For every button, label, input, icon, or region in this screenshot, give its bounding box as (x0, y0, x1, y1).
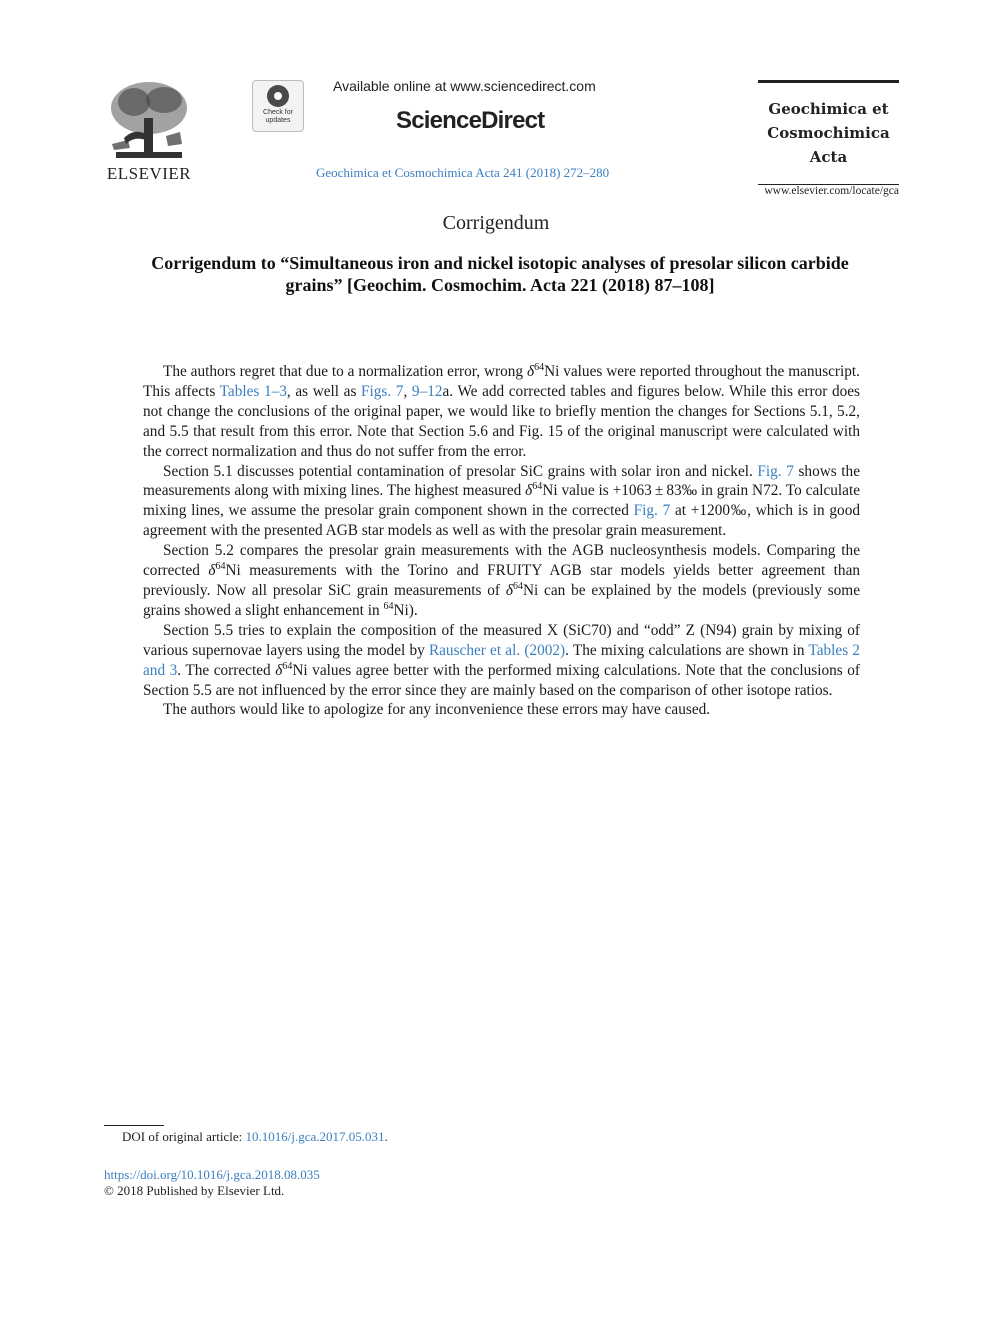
text-run: . (384, 1129, 388, 1144)
paragraph-5: The authors would like to apologize for any inconvenience these errors may have caused. (163, 701, 711, 719)
crossmark-label: Check for updates (263, 109, 293, 124)
superscript: 64 (282, 660, 293, 672)
paragraph-3 (143, 541, 860, 621)
doi-label: DOI of original article: (122, 1129, 246, 1144)
check-for-updates-badge[interactable] (252, 80, 304, 132)
article-title: Corrigendum to “Simultaneous iron and nickel isotopic analyses of presolar silicon carbide grains” [Geochim. Cosmochim. Acta 221 (2018) 87–108] (151, 253, 849, 295)
original-doi-note (122, 1129, 388, 1145)
paragraph-4 (143, 621, 860, 701)
tables-1-3-link[interactable]: Tables 1–3 (219, 382, 287, 400)
tables-2-3-link[interactable]: Tables 2 and 3 (143, 641, 861, 679)
superscript: 64 (534, 361, 545, 373)
crossmark-icon (267, 85, 289, 107)
text-run: , as well as (286, 382, 362, 400)
journal-name (758, 97, 899, 169)
text-run: Section 5.5 tries to explain the composition of the measured X (SiC70) and “odd” Z (N94) grain by mixing of various supernovae layers using the model by (143, 621, 860, 659)
journal-title-box (758, 80, 899, 185)
elsevier-logo (104, 78, 194, 184)
superscript: 64 (383, 600, 394, 612)
article-body (143, 362, 860, 720)
text-run: Section 5.1 discusses potential contamination of presolar SiC grains with solar iron and nickel. (163, 462, 758, 480)
superscript: 64 (512, 580, 523, 592)
text-run: Ni can be explained by the models (previously some grains showed a slight enhancement in (143, 581, 860, 619)
delta-symbol: δ (526, 363, 535, 380)
journal-url: www.elsevier.com/locate/gca (764, 185, 899, 197)
fig-7-link[interactable]: Fig. 7 (633, 502, 671, 520)
superscript: 64 (215, 560, 226, 572)
available-online: Available online at www.sciencedirect.com (333, 78, 596, 94)
footnote-divider (104, 1125, 164, 1126)
text-run: Ni value is +1063 ± 83‰ in grain N72. To calculate mixing lines, we assume the presolar grain component shown in the corrected (143, 482, 861, 520)
journal-name-line: Acta (809, 148, 848, 166)
sciencedirect-brand[interactable]: ScienceDirect (396, 107, 545, 134)
article-type-label: Corrigendum (442, 212, 550, 234)
article-doi-link[interactable]: https://doi.org/10.1016/j.gca.2018.08.035 (104, 1167, 320, 1182)
journal-name-line: Cosmochimica (767, 124, 890, 142)
journal-name-line: Geochimica et (768, 100, 889, 118)
original-doi-link[interactable]: 10.1016/j.gca.2017.05.031 (245, 1129, 385, 1144)
text-run: Ni). (393, 601, 418, 619)
text-run: The authors regret that due to a normalization error, wrong (163, 363, 527, 380)
text-run: a. We add corrected tables and figures below. While this error does not change the conclusions of the original paper, we would like to briefly mention the changes for Sections 5.1, 5.2, and 5.5 that result from this error. Note that Section 5.6 and Fig. 15 of the original manuscript were calculated with the correct normalization and thus do not suffer from the error. (143, 382, 860, 460)
copyright: © 2018 Published by Elsevier Ltd. (104, 1183, 285, 1198)
paragraph-2 (143, 462, 860, 542)
text-run: Ni values agree better with the performed mixing calculations. Note that the conclusions of Section 5.5 are not influenced by the error since they are mainly based on the comparison of other isotope ratios. (143, 661, 860, 699)
text-run: Section 5.2 compares the presolar grain measurements with the AGB nucleosynthesis models. Comparing the corrected (143, 542, 860, 580)
elsevier-tree-icon (104, 78, 194, 162)
text-run: at +1200‰, which is in good agreement with the presented AGB star models as well as with the presolar grain measurement. (143, 502, 861, 540)
delta-symbol: δ (505, 581, 513, 599)
rauscher-2002-link[interactable]: Rauscher et al. (2002) (428, 641, 566, 659)
delta-symbol: δ (275, 661, 283, 679)
fig-7-link[interactable]: Fig. 7 (757, 462, 794, 480)
journal-citation-link[interactable]: Geochimica et Cosmochimica Acta 241 (2018) 272–280 (316, 165, 610, 180)
text-run: . The corrected (177, 661, 276, 679)
text-run: Ni values were reported throughout the manuscript. This affects (143, 363, 860, 400)
superscript: 64 (532, 481, 543, 493)
fig-7-link[interactable]: Figs. 7 (361, 382, 404, 400)
text-run: Ni measurements with the Torino and FRUITY AGB star models yields better agreement than previously. Now all presolar SiC grain measurements of (143, 562, 861, 599)
text-run: . The mixing calculations are shown in (565, 641, 809, 659)
text-run: , (403, 382, 412, 400)
delta-symbol: δ (208, 562, 216, 580)
figs-9-12-link[interactable]: 9–12 (411, 382, 443, 400)
publisher-name: ELSEVIER (106, 164, 192, 183)
paragraph-1 (143, 362, 860, 462)
text-run: shows the measurements along with mixing lines. The highest measured (143, 462, 860, 500)
delta-symbol: δ (525, 482, 533, 500)
